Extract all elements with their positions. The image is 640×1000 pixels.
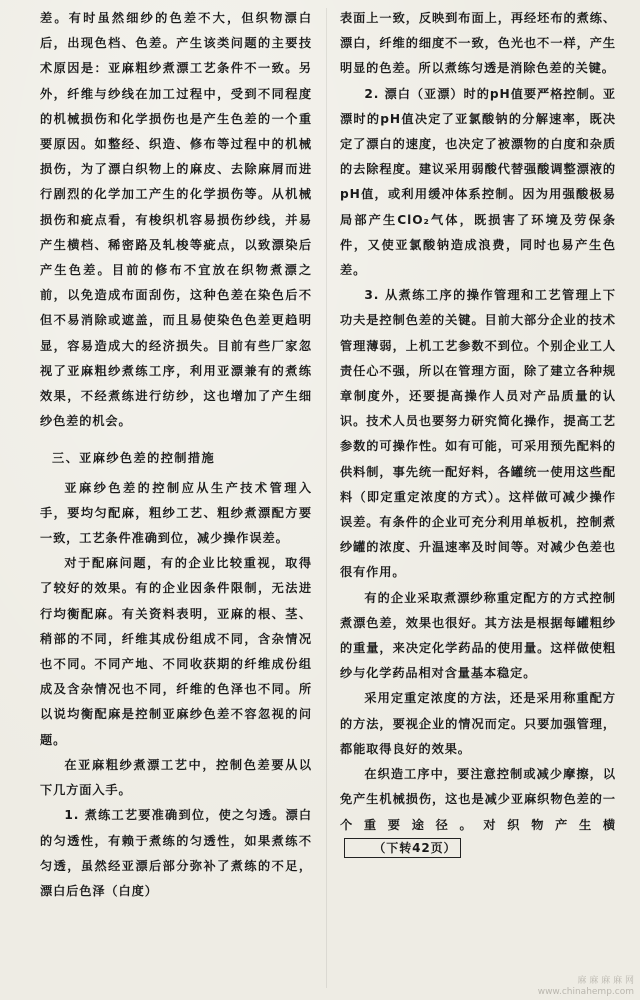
continued-note: （下转42页）: [344, 838, 461, 858]
paragraph: 采用定重定浓度的方法，还是采用称重配方的方法，要视企业的情况而定。只要加强管理，都能取得良好的效果。: [340, 691, 616, 756]
paragraph: 2. 漂白（亚漂）时的pH值要严格控制。亚漂时的pH值决定了亚氯酸钠的分解速率，既决定了漂白的速度，也决定了被漂物的白度和杂质的去除程度。建议采用弱酸代替强酸调整漂液的pH值，或利用缓冲体系控制。因为用强酸极易局部产生ClO₂气体，既损害了环境及劳保条件，又使亚氯酸钠造成浪费，同时也易产生色差。: [340, 86, 616, 278]
paragraph: 在亚麻粗纱煮漂工艺中，控制色差要从以下几方面入手。: [40, 757, 312, 798]
paragraph: 有的企业采取煮漂纱称重定配方的方式控制煮漂色差，效果也很好。其方法是根据每罐粗纱的重量，来决定化学药品的使用量。这样做使粗纱与化学药品相对含量基本稳定。: [340, 590, 616, 681]
section-heading: 三、亚麻纱色差的控制措施: [52, 451, 216, 466]
column-divider: [326, 8, 327, 988]
paragraph-text: 在织造工序中，要注意控制或减少摩擦，以免产生机械损伤，这也是减少亚麻织物色差的一个重要途径。对织物产生横: [340, 767, 616, 832]
paragraph: 表面上一致，反映到布面上，再经坯布的煮练、漂白，纤维的细度不一致，色光也不一样，产生明显的色差。所以煮练匀透是消除色差的关键。: [340, 11, 616, 76]
paragraph: 3. 从煮练工序的操作管理和工艺管理上下功夫是控制色差的关键。目前大部分企业的技术管理薄弱，上机工艺参数不到位。个别企业工人责任心不强，所以在管理方面，除了建立各种规章制度外，还要提高操作人员对产品质量的认识。技术人员也要努力研究简化操作，提高工艺参数的可操作性。如有可能，可采用预先配料的供料制，事先统一配好料，各罐统一使用这些配料（即定重定浓度的方式）。这样做可减少操作误差。有条件的企业可充分利用单板机，控制煮纱罐的浓度、升温速率及时间等。对减少色差也很有作用。: [340, 288, 616, 580]
watermark-url: www.chinahemp.com: [537, 987, 634, 997]
paragraph: [340, 762, 616, 863]
paragraph: 1. 煮练工艺要准确到位，使之匀透。漂白的匀透性，有赖于煮练的匀透性，如果煮练不匀透，虽然经亚漂后部分弥补了煮练的不足，漂白后色泽（白度）: [40, 808, 312, 898]
paragraph: 对于配麻问题，有的企业比较重视，取得了较好的效果。有的企业因条件限制，无法进行均衡配麻。有关资料表明，亚麻的根、茎、稍部的不同，纤维其成份组成不同，含杂情况也不同。不同产地、不同收获期的纤维成份组成及含杂情况也不同，纤维的色泽也不同。所以说均衡配麻是控制亚麻纱色差不容忽视的问题。: [40, 556, 312, 747]
watermark: [538, 976, 634, 998]
paragraph: 亚麻纱色差的控制应从生产技术管理入手，要均匀配麻，粗纱工艺、粗纱煮漂配方要一致，工艺条件准确到位，减少操作误差。: [40, 480, 312, 546]
left-column: [40, 6, 312, 904]
watermark-line: 麻 麻 麻 麻 网: [577, 976, 634, 986]
right-column: [340, 6, 616, 863]
paragraph: 差。有时虽然细纱的色差不大，但织物漂白后，出现色档、色差。产生该类问题的主要技术原因是：亚麻粗纱煮漂工艺条件不一致。另外，纤维与纱线在加工过程中，受到不同程度的机械损伤和化学损伤也是产生色差的一个重要原因。如整经、织造、修布等过程中的机械损伤，为了漂白织物上的麻皮、去除麻屑而进行剧烈的化学加工产生的化学损伤等。从机械损伤和疵点看，有梭织机容易损伤纱线，并易产生横档、稀密路及轧梭等疵点，以致漂染后产生色差。目前的修布不宜放在织物煮漂之前，以免造成布面刮伤，这种色差在染色后不但不易消除或遮盖，而且易使染色色差更趋明显，容易造成大的经济损失。目前有些厂家忽视了亚麻粗纱煮练工序，利用亚漂兼有的煮练效果，不经煮练进行纺纱，这也增加了产生细纱色差的机会。: [40, 11, 312, 429]
